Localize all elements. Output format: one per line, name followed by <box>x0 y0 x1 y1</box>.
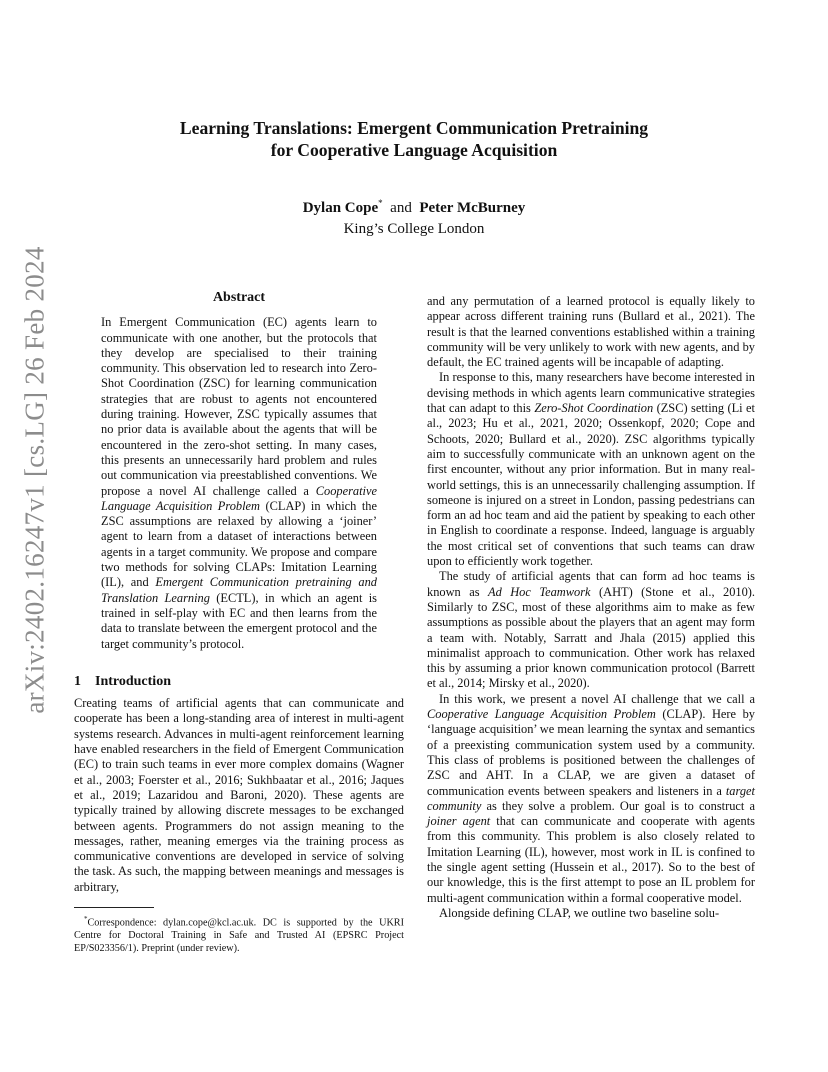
abstract-heading: Abstract <box>212 290 266 305</box>
abstract-emphasis: Cooperative Language Acquisition Problem <box>101 483 377 513</box>
intro-paragraph: Creating teams of artificial agents that can communicate and cooperate has been a long-standing area of interest in multi-agent systems research. Advances in multi-agent reinforcement learning have enabled researchers in the field of Emergent Communication (EC) to train such teams in ever more complex domains (Wagner et al., 2003; Foerster et al., 2016; Sukhbaatar et al., 2016; Jaques et al., 2019; Lazaridou and Baroni, 2020). These agents are typically trained by allowing discrete messages to be exchanged between agents. Programmers do not assign meaning to the messages, rather, meaning emerges via the training process as communicative conventions are developed in service of solving the task. As such, the mapping between meanings and messages is arbitrary, <box>74 696 404 894</box>
footnote-text: Correspondence: dylan.cope@kcl.ac.uk. DC is supported by the UKRI Centre for Doctoral Training in Safe and Trusted AI (EPSRC Project EP/S023356/1). Preprint (under review). <box>74 917 404 954</box>
footnote-mark: * <box>84 914 88 923</box>
abstract-emphasis: Emergent Communication pretraining and Translation Learning <box>101 575 377 605</box>
author-block <box>100 193 728 240</box>
body-span: that can communicate and cooperate with agents from this community. This problem is also closely related to Imitation Learning (IL), however, most work in IL is confined to the single agent setting (Hussein et al., 2017). So to the best of our knowledge, this is the first attempt to pose an IL problem for multi-agent communication within a formal cooperative model. <box>427 814 755 905</box>
body-paragraph <box>427 692 755 906</box>
affiliation: King’s College London <box>343 221 485 237</box>
abstract-span: (CLAP) in which the ZSC assumptions are relaxed by allowing a ‘joiner’ agent to learn from a dataset of interactions between agents in a target community. We propose and compare two methods for solving CLAPs: Imitation Learning (IL), and <box>101 498 377 590</box>
footnote <box>74 913 404 955</box>
body-paragraph <box>427 569 755 691</box>
body-emphasis: Cooperative Language Acquisition Problem <box>427 707 656 722</box>
left-column <box>74 290 404 955</box>
body-span: (AHT) (Stone et al., 2010). Similarly to ZSC, most of these algorithms aim to make as few assumptions as possible about the players that an agent may form a team with. Notably, Sarratt and Jhala (2015) applied this minimalist approach to communication. Other work has relaxed this by assuming a prior known communication protocol (Barrett et al., 2014; Mirsky et al., 2020). <box>427 584 756 691</box>
abstract-span: In Emergent Communication (EC) agents learn to communicate with one another, but the protocols that they develop are specialised to their training community. This observation led to research into Zero-Shot Coordination (ZSC) for learning communication strategies that are robust to agents not encountered during training. However, ZSC typically assumes that no prior data is available about the agents that will be encountered in the zero-shot setting. In many cases, this presents an unnecessarily hard problem and rules out communication via preestablished conventions. We propose a novel AI challenge called a <box>101 315 377 498</box>
body-emphasis: target community <box>427 783 755 813</box>
section-heading-introduction <box>74 674 404 689</box>
body-span: The study of artificial agents that can form ad hoc teams is known as <box>427 569 755 599</box>
body-paragraph: and any permutation of a learned protocol is equally likely to appear across different training runs (Bullard et al., 2021). The result is that the learned conventions established within a training community will be very unlikely to work with new agents, and by default, the EC trained agents will be incapable of adapting. <box>427 294 755 370</box>
body-span: In this work, we present a novel AI challenge that we call a <box>439 691 755 706</box>
body-emphasis: Ad Hoc Teamwork <box>488 584 591 599</box>
body-paragraph: Alongside defining CLAP, we outline two baseline solu- <box>439 905 720 920</box>
body-emphasis: Zero-Shot Coordination <box>534 401 654 416</box>
author-name: Dylan Cope <box>302 200 379 216</box>
abstract-text <box>101 315 377 652</box>
author-line <box>100 193 728 219</box>
body-emphasis: joiner agent <box>427 814 491 829</box>
body-span: as they solve a problem. Our goal is to construct a <box>481 798 755 813</box>
footnote-rule <box>74 907 154 908</box>
body-span: (CLAP). Here by ‘language acquisition’ we mean learning the syntax and semantics of a preexisting communication system used by a community. This class of problems is positioned between the challenges of ZSC and AHT. In a CLAP, we are given a dataset of communication events between speakers and listeners in a <box>427 707 755 798</box>
abstract-span: (ECTL), in which an agent is trained in self-play with EC and then learns from the data to translate between the emergent protocol and the target community’s protocol. <box>101 590 377 651</box>
body-span: In response to this, many researchers have become interested in devising methods in which agents learn communicative strategies that can adapt to this <box>427 370 755 416</box>
section-number: 1 <box>74 673 81 689</box>
section-title: Introduction <box>95 673 171 689</box>
body-paragraph <box>427 370 755 569</box>
author-footnote-mark: * <box>378 198 383 208</box>
body-span: (ZSC) setting (Li et al., 2023; Hu et al., 2021, 2020; Ossenkopf, 2020; Cope and Schoots, 2020; Bullard et al., 2020). ZSC algorithms typically aim to successfully communicate with an unknown agent on the first encounter, without any prior information. But in many real-world settings, this is an unnecessarily challenging assumption. If someone is injured on a street in London, passing pedestrians can form an ad hoc team and aid the patient by speaking to each other in English to coordinate a response. Indeed, language is arguably the most critical set of conventions that such teams can draw upon to efficiently work together. <box>427 401 755 569</box>
arxiv-side-stamp: arXiv:2402.16247v1 [cs.LG] 26 Feb 2024 <box>19 246 50 714</box>
right-column <box>427 294 755 921</box>
author-name: Peter McBurney <box>419 200 526 216</box>
author-separator: and <box>390 200 412 216</box>
title-line-1: Learning Translations: Emergent Communication Pretraining <box>179 118 649 138</box>
title-line-2: for Cooperative Language Acquisition <box>270 140 558 160</box>
paper-title <box>100 117 728 161</box>
